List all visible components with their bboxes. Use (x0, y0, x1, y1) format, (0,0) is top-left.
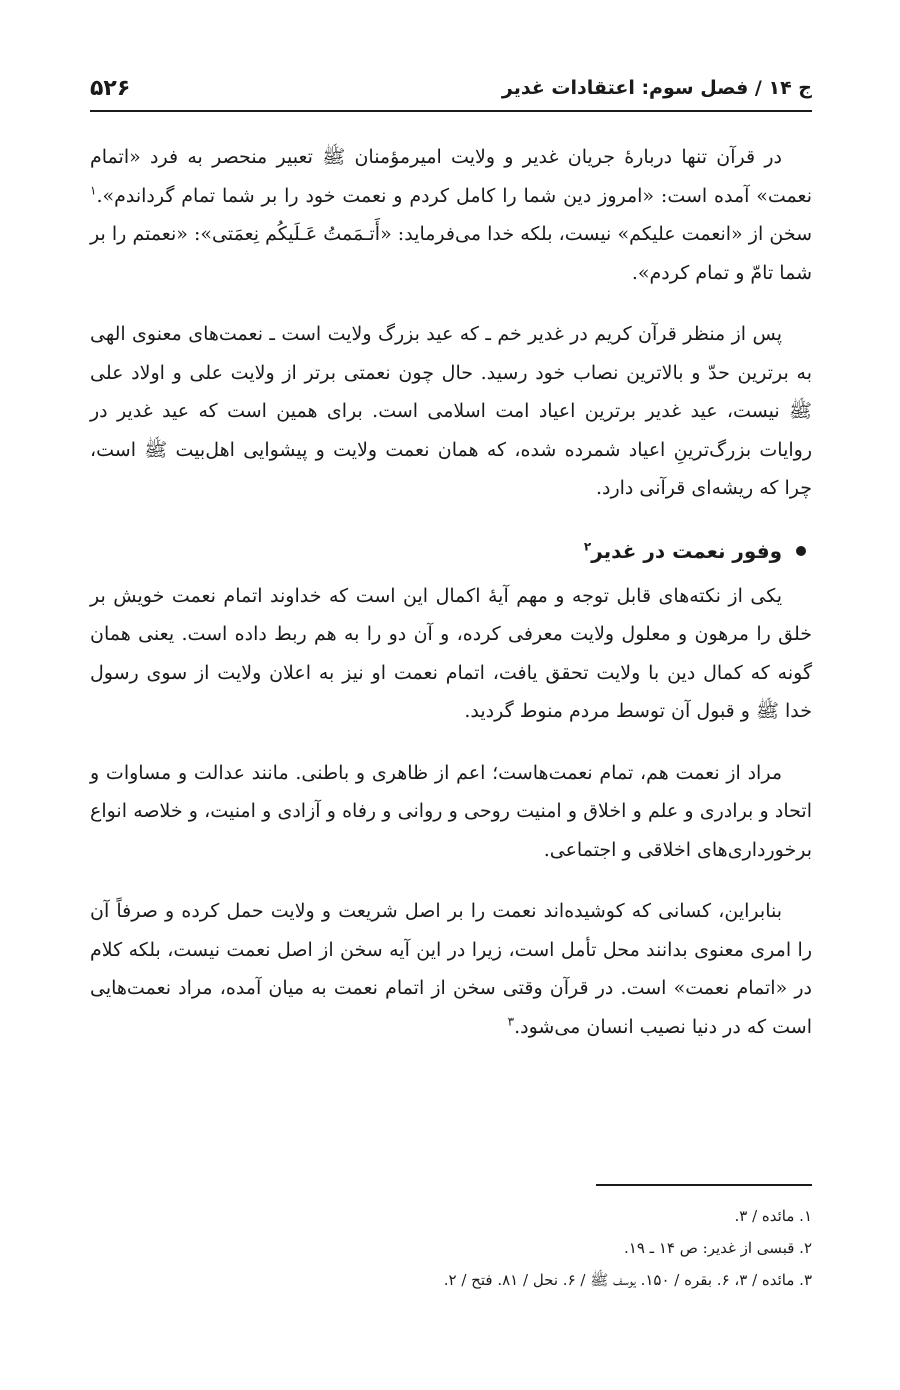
section-heading (90, 531, 812, 571)
paragraph-1 (90, 138, 812, 292)
page-header (90, 66, 812, 112)
book-page (90, 0, 812, 1390)
page-number: ۵۲۶ (90, 75, 131, 101)
paragraph-5 (90, 892, 812, 1046)
footnote-ref-2: ۲ (583, 538, 592, 553)
footnote-ref-3: ۳ (507, 1014, 515, 1029)
footnote-divider (596, 1184, 812, 1186)
paragraph-2: پس از منظر قرآن کریم در غدیر خم ـ که عید بزرگ ولایت است ـ نعمت‌های معنوی الهی به برترین حدّ و بالاترین نصاب خود رسید. حال چون نعمتی برتر از ولایت علی و اولاد علی ﷺ نیست، عید غدیر برترین اعیاد امت اسلامی است. برای همین است که عید غدیر در روایات بزرگ‌ترینِ اعیاد شمرده شده، که همان نعمت ولایت و پیشوایی اهل‌بیت ﷺ است، چرا که ریشه‌ای قرآنی دارد. (90, 323, 812, 499)
bullet-icon (796, 546, 806, 556)
paragraph-4: مراد از نعمت هم، تمام نعمت‌هاست؛ اعم از ظاهری و باطنی. مانند عدالت و مساوات و اتحاد و برادری و علم و اخلاق و امنیت روحی و روانی و رفاه و آزادی و امنیت، و خلاصه انواع برخورداری‌های اخلاقی و اجتماعی. (90, 761, 812, 861)
section-heading-text: وفور نعمت در غدیر$^۲$ (583, 538, 782, 563)
running-title: ج ۱۴ / فصل سوم: اعتقادات غدیر (501, 77, 812, 99)
footnote-1: ۱. مائده / ۳. (734, 1207, 812, 1225)
footnote-3: ۳. مائده / ۳، ۶. بقره / ۱۵۰. یوسف ﷺ / ۶. نحل / ۸۱. فتح / ۲. (443, 1271, 812, 1289)
paragraph-1-text: در قرآن تنها دربارهٔ جریان غدیر و ولایت امیرمؤمنان ﷺ تعبیر منحصر به فرد «اتمام نعمت» آمده است: «امروز دین شما را کامل کردم و نعمت خود را بر شما تمام گرداندم». (90, 146, 812, 207)
footnote-ref-1: ۱ (90, 183, 97, 198)
footnotes (90, 1200, 812, 1296)
paragraph-3: یکی از نکته‌های قابل توجه و مهم آیهٔ اکمال این است که خداوند اتمام نعمت خویش بر خلق را مرهون و معلول ولایت معرفی کرده، و آن دو را به هم ربط داده است. یعنی همان گونه که کمال دین با ولایت تحقق یافت، اتمام نعمت او نیز به اعلان ولایت از سوی رسول خدا ﷺ و قبول آن توسط مردم منوط گردید. (90, 584, 812, 722)
footnote-2: ۲. قبسی از غدیر: ص ۱۴ ـ ۱۹. (624, 1239, 812, 1257)
paragraph-1-continued: سخن از «انعمت علیکم» نیست، بلکه خدا می‌فرماید: «أَتـمَمتُ عَـلَیکُم نِعمَتی»: «نعمتم را بر شما تامّ و تمام کردم». (90, 223, 812, 284)
paragraph-5-text: بنابراین، کسانی که کوشیده‌اند نعمت را بر اصل شریعت و ولایت حمل کرده و صرفاً آن را امری معنوی بدانند محل تأمل است، زیرا در این آیه سخن از اصل نعمت نیست، بلکه کلام در «اتمام نعمت» است. در قرآن وقتی سخن از اتمام نعمت به میان آمده، مراد نعمت‌هایی است که در دنیا نصیب انسان می‌شود. (90, 900, 812, 1038)
main-text (90, 138, 812, 1069)
